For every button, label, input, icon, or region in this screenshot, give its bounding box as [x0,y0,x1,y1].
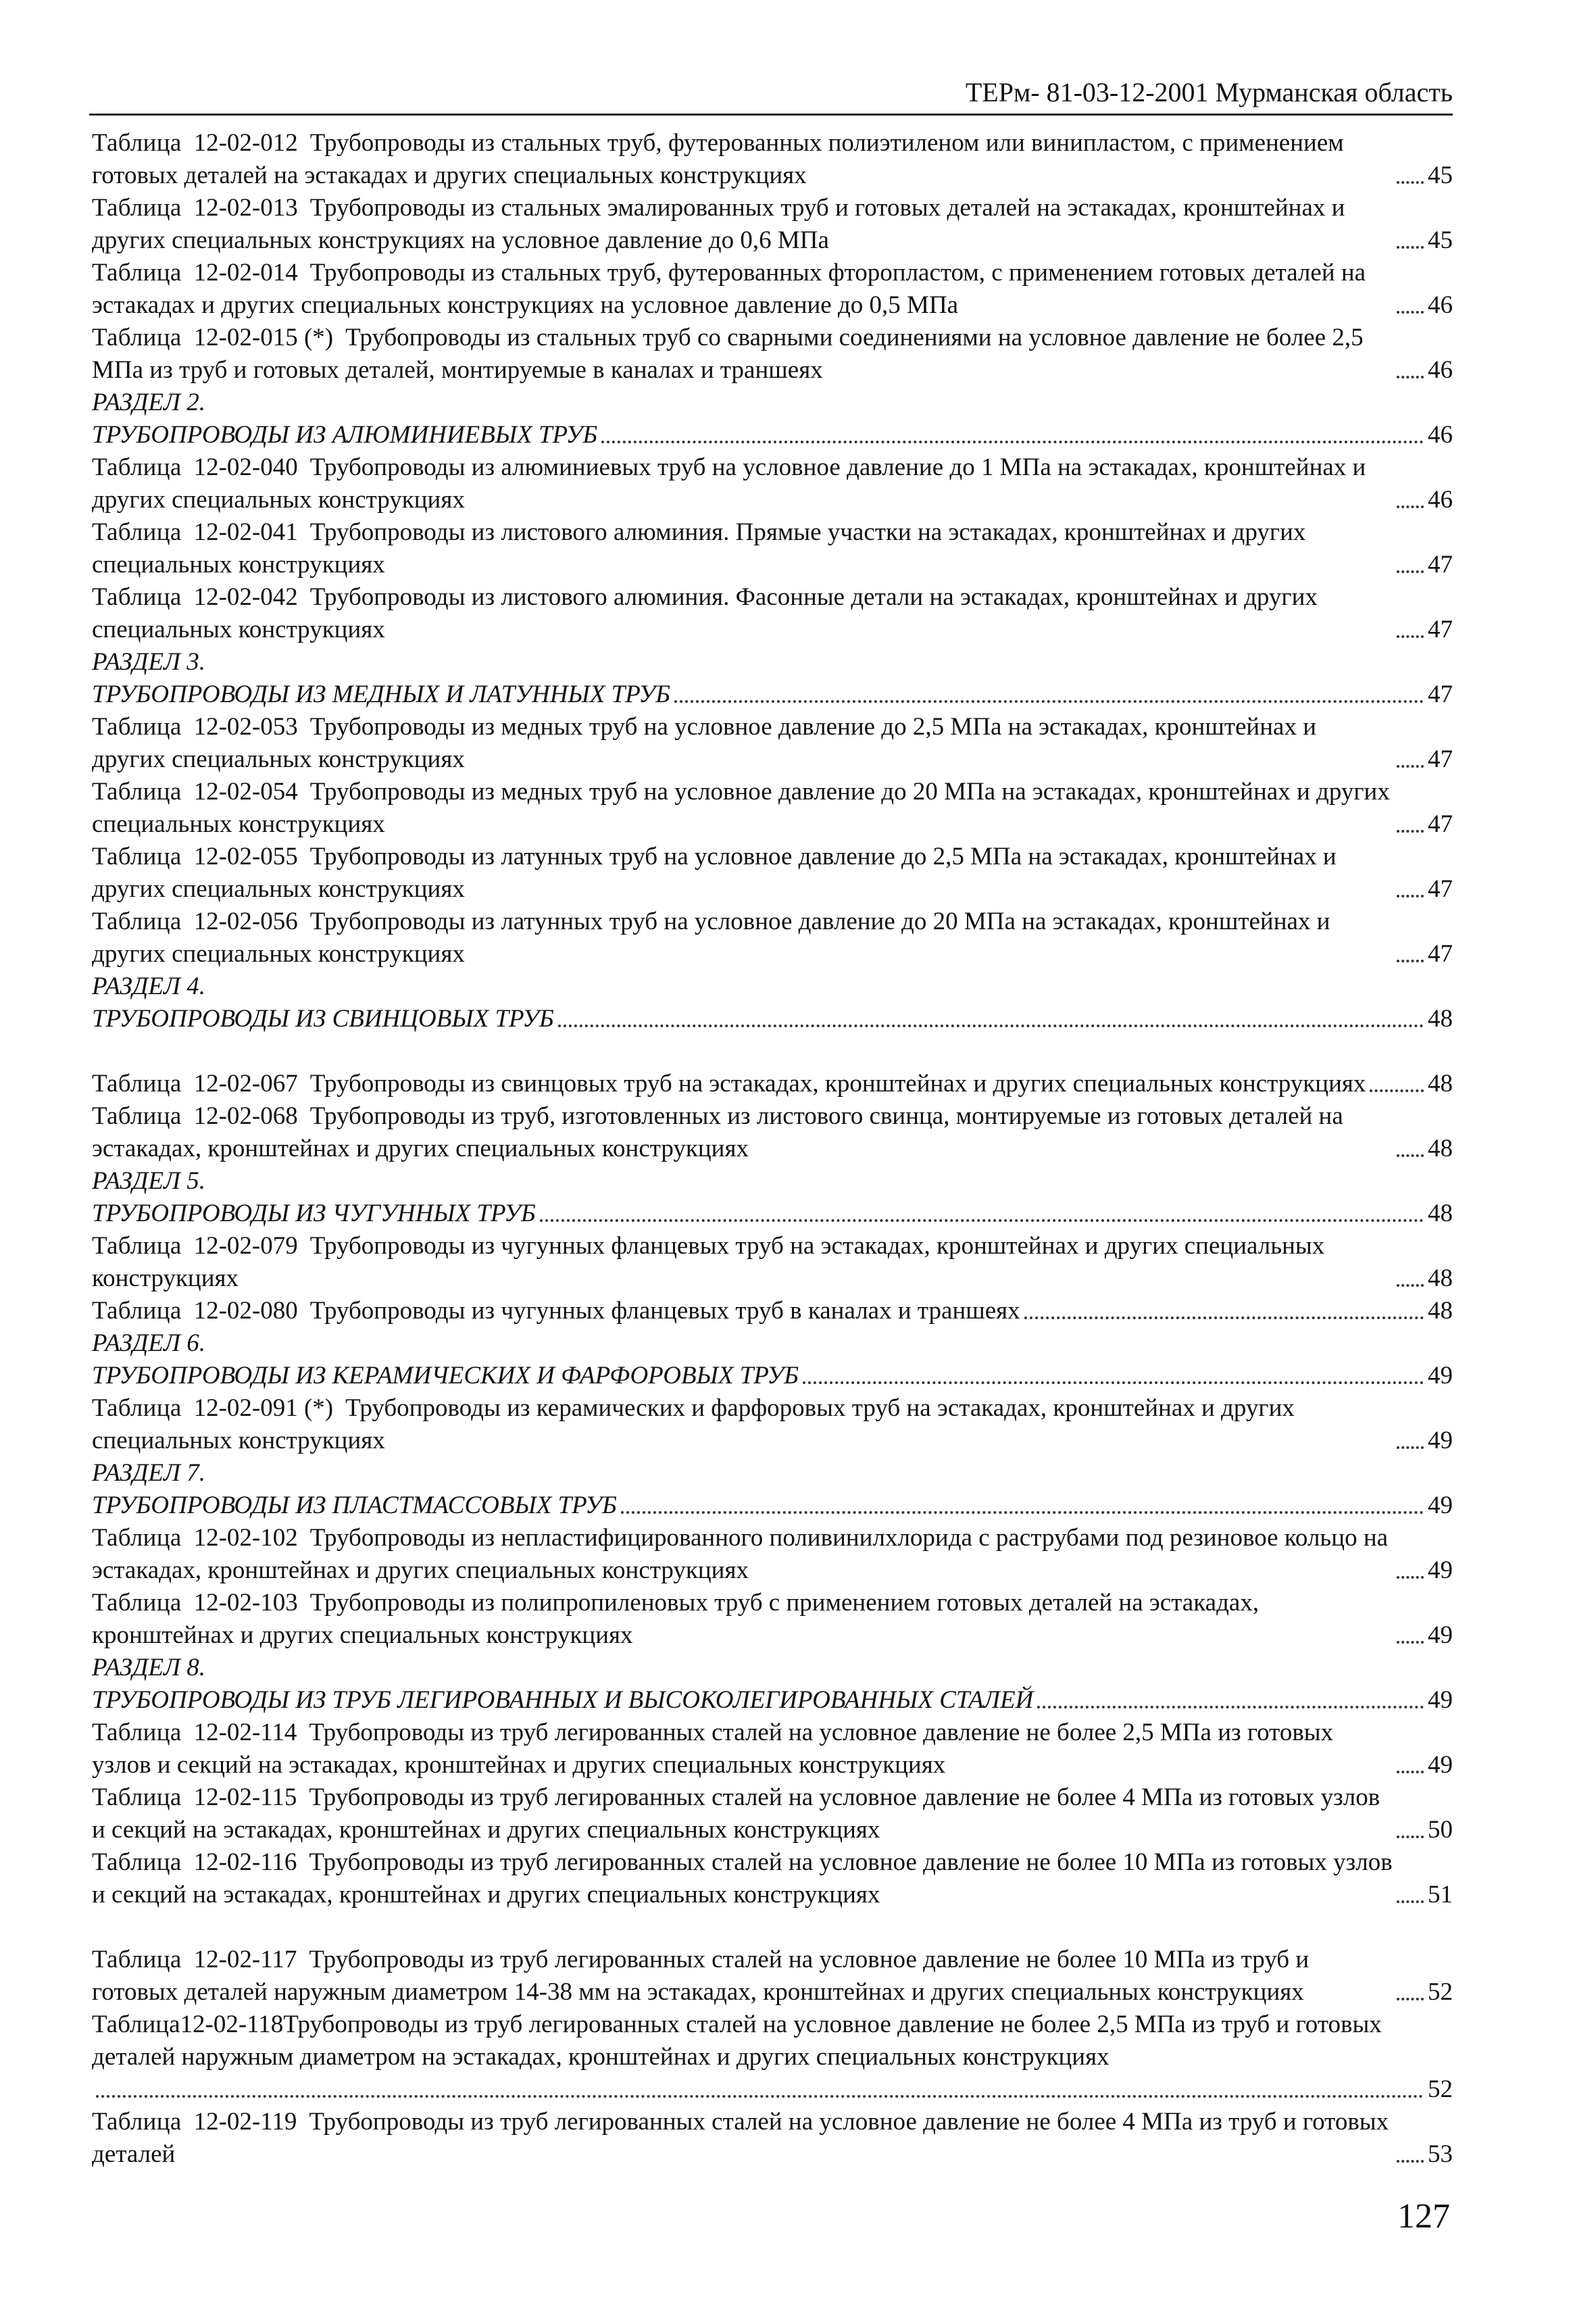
toc-page-number: 48 [1428,1070,1453,1098]
toc-page-number: 45 [1428,162,1453,189]
table-label: Таблица [92,518,182,546]
toc-entry[interactable] [92,127,1453,192]
section-title: ТРУБОПРОВОДЫ ИЗ КЕРАМИЧЕСКИХ И ФАРФОРОВЫХ ТРУБ [92,1362,799,1389]
toc-entry[interactable] [92,451,1453,516]
table-label: Таблица [92,129,182,157]
table-label: Таблица [92,1848,182,1876]
table-label: Таблица [92,1102,182,1130]
dot-leader [1397,376,1424,378]
table-title: Трубопроводы из труб легированных сталей на условное давление не более 10 МПа из труб и готовых деталей наружным диаметром 14-38 мм на эстакадах, кронштейнах и других специальных конструкциях [92,1946,1310,2006]
toc-page-number: 49 [1428,1362,1453,1389]
toc-page-number: 49 [1428,1751,1453,1779]
dot-leader [1397,1998,1424,2000]
table-label: Таблица [92,843,182,870]
toc-entry[interactable] [92,841,1453,906]
dot-leader [1397,311,1424,314]
dot-leader [1024,1316,1424,1319]
toc-page-number: 46 [1428,486,1453,514]
table-label: Таблица [92,1232,182,1260]
table-label: Таблица [92,778,182,806]
dot-leader [1397,1771,1424,1773]
dot-leader [1397,895,1424,897]
toc-page-number: 49 [1428,1427,1453,1454]
toc-section-title[interactable] [92,679,1453,711]
table-code: 12-02-115 [193,1783,297,1811]
dot-leader [1397,765,1424,768]
toc-entry[interactable] [92,257,1453,322]
table-title: Трубопроводы из труб легированных сталей на условное давление не более 4 МПа из труб и готовых деталей [92,2108,1389,2168]
table-label: Таблица [92,1524,182,1552]
dot-leader [1397,1900,1424,1903]
dot-leader [1397,1446,1424,1449]
section-title: ТРУБОПРОВОДЫ ИЗ ПЛАСТМАССОВЫХ ТРУБ [92,1492,617,1519]
toc-entry[interactable] [92,1295,1453,1327]
table-title: Трубопроводы из стальных труб со сварными соединениями на условное давление не более 2,5 МПа из труб и готовых деталей, монтируемые в каналах и траншеях [92,324,1364,384]
toc-entry[interactable] [92,1846,1453,1911]
toc-page-number: 49 [1428,1556,1453,1584]
toc-page-number: 47 [1428,551,1453,578]
dot-leader [1397,1641,1424,1644]
table-title: Трубопроводы из стальных труб, футерованных фторопластом, с применением готовых деталей на эстакадах и других специальных конструкциях на условное давление до 0,5 МПа [92,259,1366,319]
toc-page-number: 48 [1428,1200,1453,1227]
toc-entry[interactable] [92,1100,1453,1165]
dot-leader [1397,635,1424,638]
section-label: РАЗДЕЛ 4. [92,973,205,1000]
toc-entry[interactable] [92,1392,1453,1457]
toc-page-number: 46 [1428,356,1453,384]
section-label: РАЗДЕЛ 2. [92,389,205,416]
dot-leader [1397,570,1424,573]
table-code: 12-02-054 [193,778,298,806]
table-title: Трубопроводы из свинцовых труб на эстакадах, кронштейнах и других специальных конструкциях [309,1070,1366,1098]
table-code: 12-02-102 [193,1524,298,1552]
page-number: 127 [1397,2197,1450,2236]
table-title: Трубопроводы из труб легированных сталей на условное давление не более 4 МПа из готовых узлов и секций на эстакадах, кронштейнах и других специальных конструкциях [92,1783,1380,1844]
table-code: 12-02-114 [193,1719,297,1746]
toc-page-number: 47 [1428,940,1453,968]
toc-section-title[interactable] [92,1003,1453,1035]
table-label: Таблица [92,2108,182,2136]
toc-page-number: 48 [1428,1297,1453,1325]
section-label: РАЗДЕЛ 7. [92,1459,205,1487]
toc-page-number: 52 [1428,1978,1453,2006]
section-label: РАЗДЕЛ 6. [92,1329,205,1357]
toc-entry[interactable] [92,516,1453,581]
toc-entry[interactable] [92,776,1453,841]
toc-page-number: 47 [1428,681,1453,708]
toc-section-title[interactable] [92,1198,1453,1230]
dot-leader [674,700,1424,703]
table-title: Трубопроводы из полипропиленовых труб с применением готовых деталей на эстакадах, кронштейнах и других специальных конструкциях [92,1589,1260,1649]
table-code: 12-02-119 [193,2108,297,2136]
table-title: Трубопроводы из труб легированных сталей на условное давление не более 2,5 МПа из готовых узлов и секций на эстакадах, кронштейнах и других специальных конструкциях [92,1719,1334,1779]
running-header: ТЕРм- 81-03-12-2001 Мурманская область [89,73,1453,116]
table-code: 12-02-117 [193,1946,297,1973]
table-label: Таблица [92,194,182,222]
toc-page-number: 53 [1428,2140,1453,2168]
toc-page-number: 47 [1428,616,1453,643]
toc-page-number: 46 [1428,421,1453,449]
table-code: 12-02-013 [193,194,298,222]
toc-entry[interactable] [92,192,1453,257]
table-label: Таблица [92,1719,182,1746]
table-code: 12-02-053 [193,713,298,741]
table-label: Таблица [92,1394,182,1422]
toc-page-number: 49 [1428,1686,1453,1714]
table-code: 12-02-091 (*) [193,1394,334,1422]
table-label: Таблица [92,583,182,611]
table-title: Трубопроводы из латунных труб на условное давление до 20 МПа на эстакадах, кронштейнах и других специальных конструкциях [92,908,1330,968]
table-code: 12-02-042 [193,583,298,611]
dot-leader [1397,830,1424,833]
table-code: 12-02-079 [193,1232,298,1260]
table-title: Трубопроводы из стальных труб, футерованных полиэтиленом или винипластом, с применением готовых деталей на эстакадах и других специальных конструкциях [92,129,1344,189]
dot-leader [96,2095,1424,2098]
table-label: Таблица [92,324,182,351]
table-code: 12-02-014 [193,259,298,287]
table-title: Трубопроводы из медных труб на условное давление до 20 МПа на эстакадах, кронштейнах и других специальных конструкциях [92,778,1390,838]
table-label: Таблица [92,908,182,935]
toc-entry[interactable] [92,1587,1453,1652]
section-label: РАЗДЕЛ 5. [92,1167,205,1195]
toc-page-number: 47 [1428,875,1453,903]
toc-page-number: 48 [1428,1135,1453,1162]
section-title: ТРУБОПРОВОДЫ ИЗ ЧУГУННЫХ ТРУБ [92,1200,536,1227]
table-title: Трубопроводы из труб, изготовленных из листового свинца, монтируемые из готовых деталей на эстакадах, кронштейнах и других специальных конструкциях [92,1102,1343,1162]
table-code: 12-02-015 (*) [193,324,334,351]
section-label: РАЗДЕЛ 3. [92,648,205,676]
table-code: 12-02-055 [193,843,298,870]
table-title: Трубопроводы из латунных труб на условное давление до 2,5 МПа на эстакадах, кронштейнах и других специальных конструкциях [92,843,1337,903]
toc-entry[interactable] [92,1717,1453,1781]
toc-page-number: 49 [1428,1492,1453,1519]
section-title: ТРУБОПРОВОДЫ ИЗ СВИНЦОВЫХ ТРУБ [92,1005,554,1033]
table-label: Таблица [92,1297,182,1325]
table-label: Таблица [92,713,182,741]
toc-entry[interactable] [92,1035,1453,1100]
toc-entry[interactable] [92,1911,1453,2009]
table-label: Таблица [92,1783,182,1811]
table-title: Трубопроводы из листового алюминия. Прямые участки на эстакадах, кронштейнах и других специальных конструкциях [92,518,1306,578]
dot-leader [803,1381,1424,1384]
table-label: Таблица [92,453,182,481]
table-code: 12-02-067 [193,1070,298,1098]
dot-leader [1397,1154,1424,1157]
table-code: 12-02-118 [180,2011,284,2038]
toc-section-title[interactable] [92,1684,1453,1717]
dot-leader [1397,1284,1424,1287]
toc-page-number: 48 [1428,1005,1453,1033]
dot-leader [540,1219,1424,1222]
toc-section-title[interactable] [92,419,1453,451]
table-title: Трубопроводы из чугунных фланцевых труб на эстакадах, кронштейнах и других специальных конструкциях [92,1232,1325,1292]
dot-leader [1397,181,1424,184]
dot-leader [1397,1836,1424,1838]
table-label: Таблица [92,1589,182,1617]
table-label: Таблица [92,2011,180,2038]
table-title: Трубопроводы из листового алюминия. Фасонные детали на эстакадах, кронштейнах и других специальных конструкциях [92,583,1318,643]
dot-leader [1397,246,1424,249]
toc-entry[interactable] [92,1522,1453,1587]
table-title: Трубопроводы из медных труб на условное давление до 2,5 МПа на эстакадах, кронштейнах и других специальных конструкциях [92,713,1316,773]
table-code: 12-02-012 [193,129,298,157]
toc-entry[interactable] [92,1781,1453,1846]
table-title: Трубопроводы из труб легированных сталей на условное давление не более 10 МПа из готовых узлов и секций на эстакадах, кронштейнах и других специальных конструкциях [92,1848,1393,1909]
toc-entry[interactable] [92,2009,1453,2106]
table-code: 12-02-041 [193,518,298,546]
toc-entry[interactable] [92,906,1453,970]
table-code: 12-02-040 [193,453,298,481]
table-label: Таблица [92,1070,182,1098]
toc-entry[interactable] [92,2106,1453,2171]
toc-page-number: 52 [1428,2075,1453,2103]
dot-leader [1397,506,1424,508]
table-of-contents [92,127,1453,2171]
toc-section-title[interactable] [92,1360,1453,1392]
table-code: 12-02-103 [193,1589,298,1617]
toc-page-number: 48 [1428,1264,1453,1292]
toc-section-title[interactable] [92,1490,1453,1522]
table-code: 12-02-056 [193,908,298,935]
table-title: Трубопроводы из стальных эмалированных труб и готовых деталей на эстакадах, кронштейнах и других специальных конструкциях на условное давление до 0,6 МПа [92,194,1345,254]
dot-leader [1397,960,1424,962]
toc-entry[interactable] [92,581,1453,646]
table-title: Трубопроводы из чугунных фланцевых труб в каналах и траншеях [309,1297,1020,1325]
dot-leader [1397,2160,1424,2163]
section-label: РАЗДЕЛ 8. [92,1654,205,1681]
toc-page-number: 49 [1428,1621,1453,1649]
toc-entry[interactable] [92,322,1453,387]
toc-entry[interactable] [92,1230,1453,1295]
toc-page-number: 47 [1428,810,1453,838]
toc-page-number: 47 [1428,745,1453,773]
toc-page-number: 45 [1428,226,1453,254]
table-title: Трубопроводы из алюминиевых труб на условное давление до 1 МПа на эстакадах, кронштейнах и других специальных конструкциях [92,453,1366,514]
table-title: Трубопроводы из непластифицированного поливинилхлорида с раструбами под резиновое кольцо на эстакадах, кронштейнах и других специальных конструкциях [92,1524,1389,1584]
table-title: Трубопроводы из керамических и фарфоровых труб на эстакадах, кронштейнах и других специальных конструкциях [92,1394,1295,1454]
table-label: Таблица [92,259,182,287]
toc-page-number: 51 [1428,1881,1453,1909]
toc-entry[interactable] [92,711,1453,776]
dot-leader [621,1511,1424,1514]
section-title: ТРУБОПРОВОДЫ ИЗ АЛЮМИНИЕВЫХ ТРУБ [92,421,598,449]
dot-leader [1370,1089,1424,1092]
table-label: Таблица [92,1946,182,1973]
dot-leader [558,1025,1424,1027]
toc-page-number: 50 [1428,1816,1453,1844]
table-title: Трубопроводы из труб легированных сталей на условное давление не более 2,5 МПа из труб и готовых деталей наружным диаметром на эстакадах, кронштейнах и других специальных конструкциях [92,2011,1382,2071]
toc-page-number: 46 [1428,291,1453,319]
dot-leader [601,441,1424,443]
dot-leader [1037,1706,1424,1708]
table-code: 12-02-068 [193,1102,298,1130]
section-title: ТРУБОПРОВОДЫ ИЗ МЕДНЫХ И ЛАТУННЫХ ТРУБ [92,681,670,708]
table-code: 12-02-116 [193,1848,297,1876]
table-code: 12-02-080 [193,1297,298,1325]
dot-leader [1397,1576,1424,1579]
section-title: ТРУБОПРОВОДЫ ИЗ ТРУБ ЛЕГИРОВАННЫХ И ВЫСОКОЛЕГИРОВАННЫХ СТАЛЕЙ [92,1686,1034,1714]
